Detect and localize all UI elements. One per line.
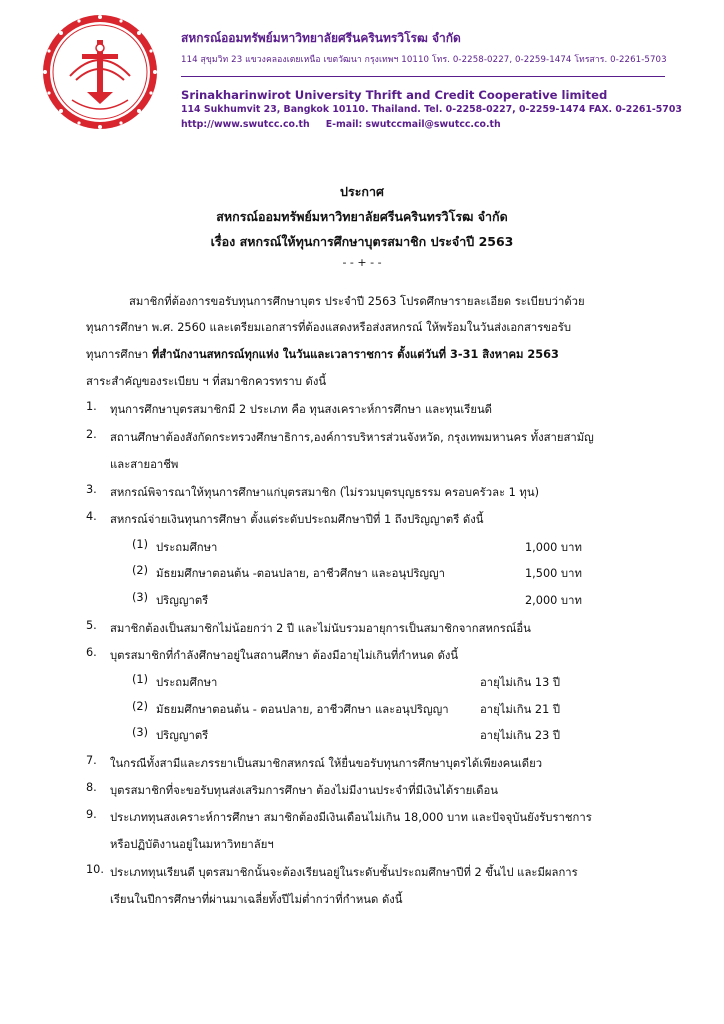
announcement-heading: ประกาศ: [340, 184, 384, 199]
grant-row-2-level: มัธยมศึกษาตอนต้น -ตอนปลาย, อาชีวศึกษา และอนุปริญญา: [156, 567, 446, 580]
item-3-text: สหกรณ์พิจารณาให้ทุนการศึกษาแก่บุตรสมาชิก (ไม่รวมบุตรบุญธรรม ครอบครัวละ 1 ทุน): [110, 486, 540, 499]
item-2-text-cont: และสายอาชีพ: [110, 458, 179, 471]
intro-line-3-start: ทุนการศึกษา: [86, 348, 152, 361]
age-row-2-no: (2): [132, 700, 149, 713]
item-number-6: 6.: [86, 646, 97, 659]
item-8-text: บุตรสมาชิกที่จะขอรับทุนส่งเสริมการศึกษา ต้องไม่มีงานประจำที่มีเงินได้รายเดือน: [110, 784, 498, 797]
contact-line: [181, 119, 501, 130]
address-thai: 114 สุขุมวิท 23 แขวงคลองเตยเหนือ เขตวัฒนา กรุงเทพฯ 10110 โทร. 0-2258-0227, 0-2259-1474 โทรสาร. 0-2261-5703: [181, 55, 667, 65]
org-name-english: Srinakharinwirot University Thrift and Credit Cooperative limited: [181, 88, 608, 102]
age-row-2-level: มัธยมศึกษาตอนต้น - ตอนปลาย, อาชีวศึกษา และอนุปริญญา: [156, 703, 449, 716]
grant-row-2-no: (2): [132, 564, 149, 577]
grant-row-1-amount: 1,000 บาท: [525, 541, 582, 554]
item-10-text-cont: เรียนในปีการศึกษาที่ผ่านมาเฉลี่ยทั้งปีไม่ต่ำกว่าที่กำหนด ดังนี้: [110, 893, 403, 906]
age-row-3-limit: อายุไม่เกิน 23 ปี: [480, 729, 561, 742]
intro-line-1: สมาชิกที่ต้องการขอรับทุนการศึกษาบุตร ประจำปี 2563 โปรดศึกษารายละเอียด ระเบียบว่าด้วย: [129, 295, 585, 308]
intro-line-4: สาระสำคัญของระเบียบ ฯ ที่สมาชิกควรทราบ ดังนี้: [86, 375, 327, 388]
age-row-1-limit: อายุไม่เกิน 13 ปี: [480, 676, 561, 689]
item-number-10: 10.: [86, 863, 104, 876]
announcement-subject: เรื่อง สหกรณ์ให้ทุนการศึกษาบุตรสมาชิก ประจำปี 2563: [210, 234, 514, 249]
item-number-9: 9.: [86, 808, 97, 821]
age-row-1-no: (1): [132, 673, 149, 686]
item-number-8: 8.: [86, 781, 97, 794]
item-10-text: ประเภททุนเรียนดี บุตรสมาชิกนั้นจะต้องเรียนอยู่ในระดับชั้นประถมศึกษาปีที่ 2 ขึ้นไป และมีผลการ: [110, 866, 578, 879]
item-4-text: สหกรณ์จ่ายเงินทุนการศึกษา ตั้งแต่ระดับประถมศึกษาปีที่ 1 ถึงปริญญาตรี ดังนี้: [110, 513, 484, 526]
address-english: 114 Sukhumvit 23, Bangkok 10110. Thailand. Tel. 0-2258-0227, 0-2259-1474 FAX. 0-2261-5703: [181, 104, 682, 115]
email-link[interactable]: E-mail: swutccmail@swutcc.co.th: [325, 119, 501, 130]
item-number-4: 4.: [86, 510, 97, 523]
grant-row-3-no: (3): [132, 591, 149, 604]
cooperative-seal-logo: [42, 14, 158, 130]
item-number-3: 3.: [86, 483, 97, 496]
header-divider: [181, 76, 665, 77]
grant-row-3-amount: 2,000 บาท: [525, 594, 582, 607]
grant-row-1-level: ประถมศึกษา: [156, 541, 218, 554]
item-number-2: 2.: [86, 428, 97, 441]
item-9-text: ประเภททุนสงเคราะห์การศึกษา สมาชิกต้องมีเงินเดือนไม่เกิน 18,000 บาท และปัจจุบันยังรับราชการ: [110, 811, 592, 824]
grant-row-1-no: (1): [132, 538, 149, 551]
age-row-3-no: (3): [132, 726, 149, 739]
item-6-text: บุตรสมาชิกที่กำลังศึกษาอยู่ในสถานศึกษา ต้องมีอายุไม่เกินที่กำหนด ดังนี้: [110, 649, 459, 662]
item-number-5: 5.: [86, 619, 97, 632]
item-7-text: ในกรณีทั้งสามีและภรรยาเป็นสมาชิกสหกรณ์ ให้ยื่นขอรับทุนการศึกษาบุตรได้เพียงคนเดียว: [110, 757, 543, 770]
age-row-3-level: ปริญญาตรี: [156, 729, 209, 742]
item-number-7: 7.: [86, 754, 97, 767]
intro-line-3: [86, 345, 559, 363]
item-number-1: 1.: [86, 400, 97, 413]
item-2-text: สถานศึกษาต้องสังกัดกระทรวงศึกษาธิการ,องค์การบริหารส่วนจังหวัด, กรุงเทพมหานคร ทั้งสายสามัญ: [110, 431, 594, 444]
age-row-2-limit: อายุไม่เกิน 21 ปี: [480, 703, 561, 716]
org-name-thai: สหกรณ์ออมทรัพย์มหาวิทยาลัยศรีนครินทรวิโรฒ จำกัด: [181, 31, 461, 45]
item-9-text-cont: หรือปฏิบัติงานอยู่ในมหาวิทยาลัยฯ: [110, 838, 274, 851]
intro-line-2: ทุนการศึกษา พ.ศ. 2560 และเตรียมเอกสารที่ต้องแสดงหรือส่งสหกรณ์ ให้พร้อมในวันส่งเอกสารขอรับ: [86, 321, 572, 334]
age-row-1-level: ประถมศึกษา: [156, 676, 218, 689]
grant-row-2-amount: 1,500 บาท: [525, 567, 582, 580]
grant-row-3-level: ปริญญาตรี: [156, 594, 209, 607]
item-1-text: ทุนการศึกษาบุตรสมาชิกมี 2 ประเภท คือ ทุนสงเคราะห์การศึกษา และทุนเรียนดี: [110, 403, 493, 416]
announcement-org: สหกรณ์ออมทรัพย์มหาวิทยาลัยศรีนครินทรวิโรฒ จำกัด: [216, 209, 508, 224]
item-5-text: สมาชิกต้องเป็นสมาชิกไม่น้อยกว่า 2 ปี และไม่นับรวมอายุการเป็นสมาชิกจากสหกรณ์อื่น: [110, 622, 531, 635]
website-link[interactable]: http://www.swutcc.co.th: [181, 119, 310, 130]
title-separator: - - + - -: [342, 256, 382, 269]
intro-deadline: ที่สำนักงานสหกรณ์ทุกแห่ง ในวันและเวลาราชการ ตั้งแต่วันที่ 3-31 สิงหาคม 2563: [151, 348, 559, 361]
